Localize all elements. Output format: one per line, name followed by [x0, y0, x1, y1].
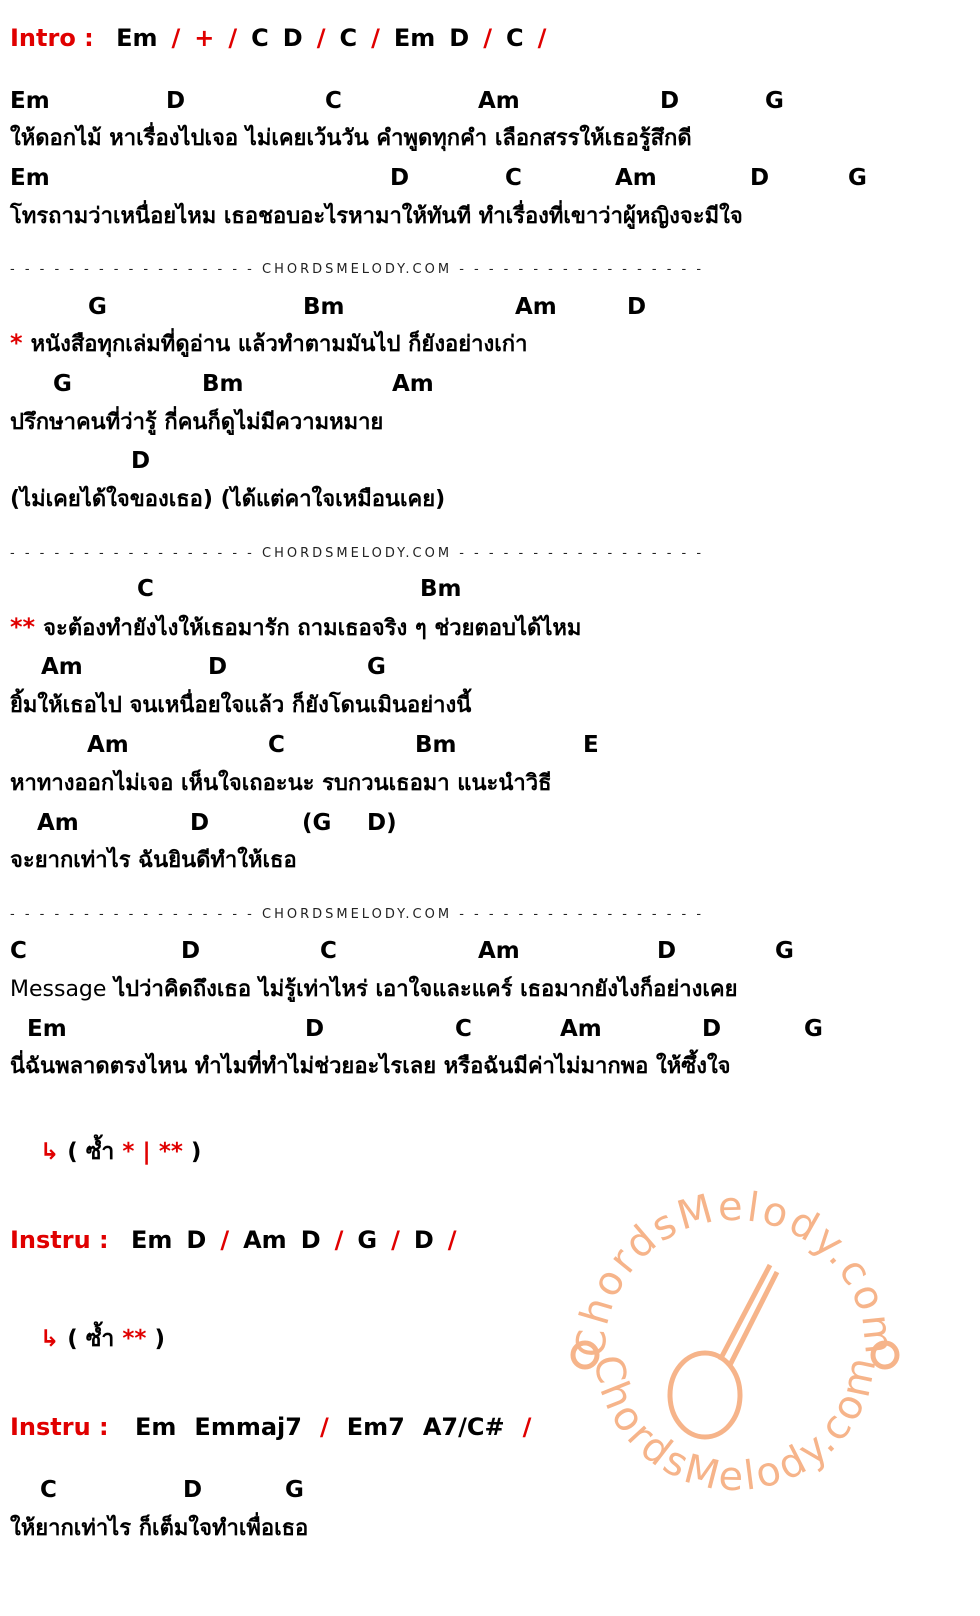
chord: C: [268, 732, 285, 758]
section-mark: *: [10, 329, 23, 357]
chord-token: D: [300, 1226, 321, 1254]
chord-token: D: [186, 1226, 207, 1254]
bar-separator: /: [334, 1226, 344, 1254]
lyric-text: ยิ้มให้เธอไป จนเหนื่อยใจแล้ว ก็ยังโดนเมินอย่างนี้: [10, 693, 472, 718]
chord-token: D: [449, 24, 470, 52]
bar-separator: /: [171, 24, 181, 52]
chord: D: [183, 1477, 203, 1503]
chord: D: [657, 938, 677, 964]
bar-separator: /: [319, 1413, 329, 1441]
chord: Bm: [420, 576, 462, 602]
repeat-label: ( ซ้ำ: [67, 1326, 115, 1352]
chord: D: [131, 448, 151, 474]
bar-separator: /: [228, 24, 238, 52]
repeat-label: ( ซ้ำ: [67, 1139, 115, 1165]
chordsmelody-logo: [565, 1180, 905, 1520]
mark-double: **: [158, 1139, 183, 1165]
bar-separator: +: [194, 24, 215, 52]
lyric-text: ปรึกษาคนที่ว่ารู้ กี่คนก็ดูไม่มีความหมาย: [10, 410, 384, 435]
chord: Em: [10, 165, 50, 191]
bar-separator: /: [316, 24, 326, 52]
chord: G: [285, 1477, 304, 1503]
chord: Am: [37, 810, 79, 836]
section-mark: **: [10, 613, 36, 641]
lyric-line: [10, 1510, 308, 1545]
chord: D: [750, 165, 770, 191]
lyric-line: [10, 198, 743, 233]
chord: Am: [392, 371, 434, 397]
repeat-close: ): [154, 1326, 165, 1352]
lyric-text: นี่ฉันพลาดตรงไหน ทำไมที่ทำไม่ช่วยอะไรเลย หรือฉันมีค่าไม่มากพอ ให้ซึ้งใจ: [10, 1054, 731, 1079]
bar-separator: /: [522, 1413, 532, 1441]
repeat-instruction-1: [40, 1134, 201, 1170]
chord: D: [627, 294, 647, 320]
lyric-text: โทรถามว่าเหนื่อยไหม เธอชอบอะไรหามาให้ทันที ทำเรื่องที่เขาว่าผู้หญิงจะมีใจ: [10, 204, 743, 229]
chord-token: C: [505, 24, 524, 52]
bar-separator: /: [483, 24, 492, 52]
chord: D: [181, 938, 201, 964]
chord: Am: [560, 1016, 602, 1042]
chord-token: D: [413, 1226, 434, 1254]
chord: G: [804, 1016, 823, 1042]
chord: Bm: [303, 294, 345, 320]
chord-token: D: [282, 24, 303, 52]
lyric-text: จะต้องทำยังไงให้เธอมารัก ถามเธอจริง ๆ ช่วยตอบได้ไหม: [43, 616, 582, 641]
chord: D: [390, 165, 410, 191]
lyric-text: ให้ยากเท่าไร ก็เต็มใจทำเพื่อเธอ: [10, 1516, 309, 1541]
divider: |: [142, 1139, 151, 1165]
chord: D: [208, 654, 228, 680]
lyric-line: [10, 1048, 731, 1083]
chord-token: C: [339, 24, 358, 52]
svg-text:ChordsMelody.com: ChordsMelody.com: [568, 1183, 903, 1359]
lyric-line: [10, 971, 738, 1006]
chord-token: Emmaj7: [194, 1413, 302, 1441]
chord: Bm: [415, 732, 457, 758]
chord: Am: [41, 654, 83, 680]
chord: G: [53, 371, 72, 397]
section-separator: - - - - - - - - - - - - - - - - - CHORDSMELODY.COM - - - - - - - - - - - - - - - - -: [10, 262, 705, 277]
lyric-text: ไปว่าคิดถึงเธอ ไม่รู้เท่าไหร่ เอาใจและแคร์ เธอมากยังไงก็อย่างเคย: [106, 977, 738, 1002]
lyric-line: [10, 404, 383, 439]
chord: (G: [302, 810, 332, 836]
section-separator: - - - - - - - - - - - - - - - - - CHORDSMELODY.COM - - - - - - - - - - - - - - - - -: [10, 907, 705, 922]
chord: C: [137, 576, 154, 602]
chord-token: Em: [393, 24, 436, 52]
chord: Am: [515, 294, 557, 320]
mark-single: *: [122, 1139, 135, 1165]
lyric-text: (ไม่เคยได้ใจของเธอ) (ได้แต่คาใจเหมือนเคย): [10, 487, 446, 512]
lyric-line: [10, 610, 581, 645]
instru-label: Instru :: [10, 1413, 109, 1441]
chord: Em: [27, 1016, 67, 1042]
chord: G: [765, 88, 784, 114]
bar-separator: /: [391, 1226, 400, 1254]
lyric-line: [10, 481, 445, 516]
chord: Am: [478, 88, 520, 114]
svg-text:ChordsMelody.com: ChordsMelody.com: [584, 1350, 887, 1501]
lyric-text: ให้ดอกไม้ หาเรื่องไปเจอ ไม่เคยเว้นวัน คำพูดทุกคำ เลือกสรรให้เธอรู้สึกดี: [10, 126, 692, 151]
chord: C: [320, 938, 337, 964]
lyric-line: [10, 120, 692, 155]
chord-token: Em: [116, 24, 158, 52]
lyric-line: [10, 687, 471, 722]
chord: Am: [615, 165, 657, 191]
repeat-close: ): [190, 1139, 202, 1165]
chord: D): [367, 810, 397, 836]
lyric-line: [10, 326, 527, 361]
chord: G: [848, 165, 867, 191]
chord: D: [190, 810, 210, 836]
chord: D: [166, 88, 186, 114]
chord: C: [325, 88, 342, 114]
lyric-text: หนังสือทุกเล่มที่ดูอ่าน แล้วทำตามมันไป ก็ยังอย่างเก่า: [30, 332, 528, 357]
chord: D: [702, 1016, 722, 1042]
chord: C: [505, 165, 522, 191]
repeat-instruction-2: [40, 1321, 165, 1357]
chord-token: G: [357, 1226, 378, 1254]
return-arrow-icon: ↳: [40, 1326, 60, 1352]
return-arrow-icon: ↳: [40, 1139, 60, 1165]
instru-line-2: [10, 1413, 531, 1441]
instru-line-1: [10, 1226, 457, 1254]
chord: E: [583, 732, 599, 758]
lyric-line: [10, 765, 552, 800]
chord: Bm: [202, 371, 244, 397]
bar-separator: /: [371, 24, 380, 52]
intro-label: Intro :: [10, 24, 94, 52]
chord: D: [660, 88, 680, 114]
chord: G: [775, 938, 794, 964]
chord: G: [367, 654, 386, 680]
chord-token: Em: [135, 1413, 177, 1441]
bar-separator: /: [220, 1226, 230, 1254]
chord-token: Em7: [346, 1413, 405, 1441]
chord-token: Em: [131, 1226, 173, 1254]
lyric-text: หาทางออกไม่เจอ เห็นใจเถอะนะ รบกวนเธอมา แนะนำวิธี: [10, 771, 552, 796]
chord: D: [305, 1016, 325, 1042]
lyric-prefix: Message: [10, 977, 107, 1002]
lyric-text: จะยากเท่าไร ฉันยินดีทำให้เธอ: [10, 848, 297, 873]
chord-token: C: [251, 24, 269, 52]
bar-separator: /: [537, 24, 547, 52]
section-separator: - - - - - - - - - - - - - - - - - CHORDSMELODY.COM - - - - - - - - - - - - - - - - -: [10, 546, 705, 561]
chord-token: Am: [243, 1226, 287, 1254]
bar-separator: /: [447, 1226, 457, 1254]
chord: C: [40, 1477, 57, 1503]
chord: Am: [87, 732, 129, 758]
mark-double: **: [122, 1326, 147, 1352]
chord: C: [455, 1016, 472, 1042]
lyric-line: [10, 842, 297, 877]
chord: Em: [10, 88, 50, 114]
chord: Am: [478, 938, 520, 964]
instru-label: Instru :: [10, 1226, 109, 1254]
intro-line: [10, 24, 546, 52]
chord: C: [10, 938, 27, 964]
chord: G: [88, 294, 107, 320]
chord-token: A7/C#: [422, 1413, 505, 1441]
